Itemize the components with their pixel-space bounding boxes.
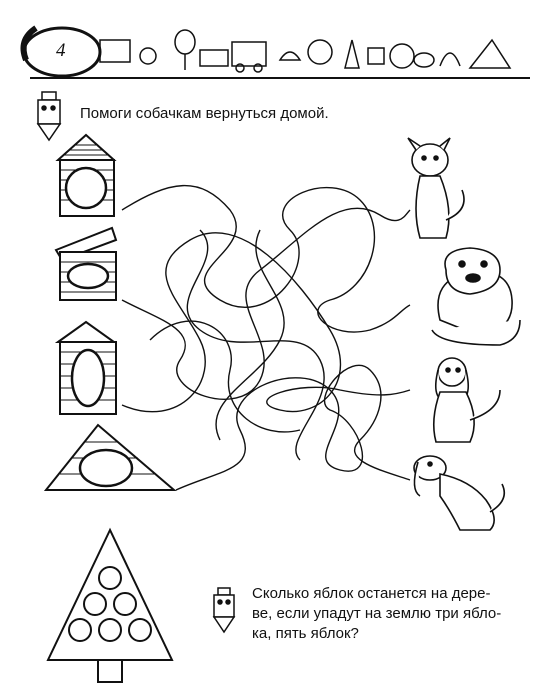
dog-house-1 [58, 135, 114, 216]
toy-book-icon [100, 40, 130, 62]
dog-house-4 [46, 425, 174, 490]
apple-4 [69, 619, 91, 641]
dog-house-2 [56, 228, 116, 300]
task2-line-3: ка, пять яблок? [252, 625, 359, 642]
toy-wagon-icon [200, 50, 228, 66]
flower-icon [308, 40, 332, 64]
bug-icon [440, 53, 460, 66]
toy-train-icon [232, 42, 266, 66]
dog-hound [414, 456, 504, 530]
toy-dice-icon [368, 48, 384, 64]
lemon-icon [414, 53, 434, 67]
apple-1 [99, 567, 121, 589]
toy-balloon-icon [175, 30, 195, 54]
toy-cup-icon [280, 52, 300, 60]
task2-question [252, 584, 532, 644]
toy-banner [100, 30, 510, 72]
pencil-mascot-icon-2 [214, 588, 234, 632]
maze-line-1 [122, 186, 410, 332]
dog-bulldog [432, 248, 520, 345]
apple-3 [114, 593, 136, 615]
toy-ball-icon [140, 48, 156, 64]
dog-terrier [408, 138, 464, 238]
apple-tree [48, 530, 172, 682]
maze-line-4 [176, 365, 410, 490]
apple-icon [390, 44, 414, 68]
pencil-mascot-icon [38, 92, 60, 140]
party-hat-icon [470, 40, 510, 68]
page-number: 4 [56, 40, 66, 61]
dog-spaniel [434, 358, 500, 442]
apple-6 [129, 619, 151, 641]
task1-instruction: Помоги собачкам вернуться домой. [80, 105, 329, 122]
dog-house-3 [58, 322, 116, 414]
maze-lines [122, 186, 410, 490]
maze-line-2 [122, 208, 410, 399]
apple-5 [99, 619, 121, 641]
task2-line-2: ве, если упадут на землю три ябло- [252, 605, 502, 622]
apple-2 [84, 593, 106, 615]
toy-pyramid-icon [345, 40, 359, 68]
task2-line-1: Сколько яблок останется на дере- [252, 585, 491, 602]
